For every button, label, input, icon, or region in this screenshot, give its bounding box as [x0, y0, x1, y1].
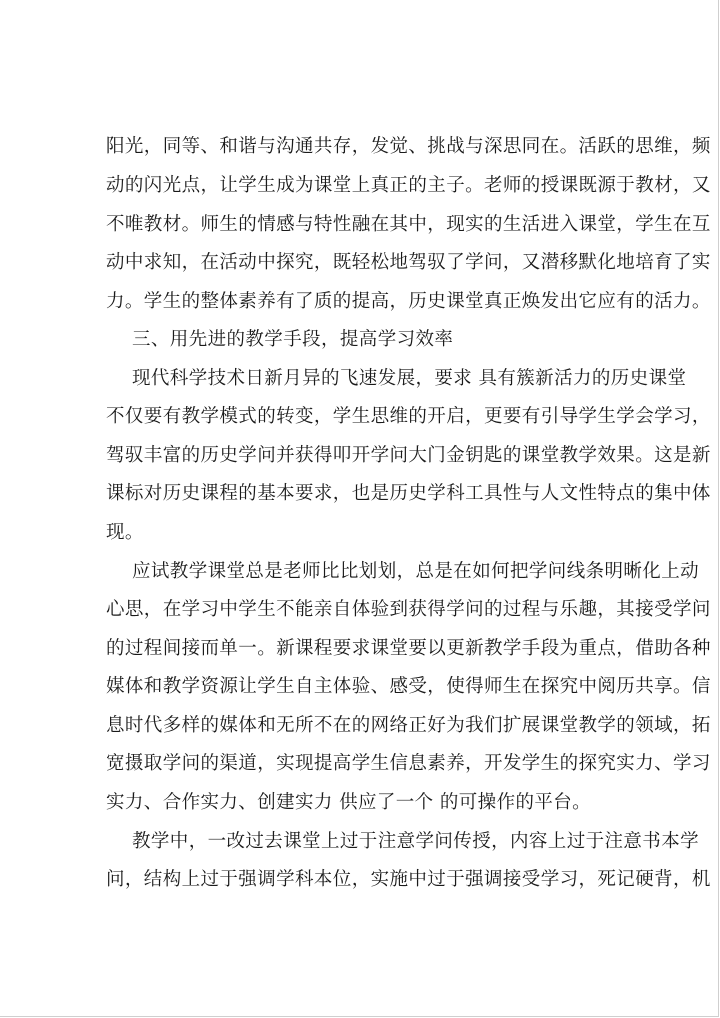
paragraph-line: 现。	[106, 522, 144, 543]
paragraph-line: 应试教学课堂总是老师比比划划，总是在如何把学问线条明晰化上动	[132, 561, 700, 582]
paragraph-line: 不仅要有教学模式的转变，学生思维的开启，更要有引导学生学会学习，	[106, 406, 711, 427]
paragraph-line: 力。学生的整体素养有了质的提高，历史课堂真正焕发出它应有的活力。	[106, 291, 711, 312]
paragraph-line: 实力、合作实力、创建实力 供应了一个 的可操作的平台。	[106, 792, 592, 813]
section-heading: 三、用先进的教学手段，提高学习效率	[132, 329, 454, 350]
paragraph-line: 不唯教材。师生的情感与特性融在其中，现实的生活进入课堂，学生在互	[106, 214, 711, 235]
paragraph-line: 教学中，一改过去课堂上过于注意学问传授，内容上过于注意书本学	[132, 831, 700, 852]
paragraph-line: 息时代多样的媒体和无所不在的网络正好为我们扩展课堂教学的领域，拓	[106, 715, 711, 736]
paragraph-line: 问，结构上过于强调学科本位，实施中过于强调接受学习，死记硬背，机	[106, 869, 711, 890]
paragraph-line: 动中求知，在活动中探究，既轻松地驾驭了学问，又潜移默化地培育了实	[106, 252, 711, 273]
paragraph-line: 媒体和教学资源让学生自主体验、感受，使得师生在探究中阅历共享。信	[106, 676, 711, 697]
paragraph-line: 心思，在学习中学生不能亲自体验到获得学问的过程与乐趣，其接受学问	[106, 599, 711, 620]
paragraph-line: 宽摄取学问的渠道，实现提高学生信息素养，开发学生的探究实力、学习	[106, 753, 711, 774]
paragraph-line: 阳光，同等、和谐与沟通共存，发觉、挑战与深思同在。活跃的思维，频	[106, 136, 711, 157]
paragraph-line: 课标对历史课程的基本要求，也是历史学科工具性与人文性特点的集中体	[106, 483, 711, 504]
paragraph-line: 驾驭丰富的历史学问并获得叩开学问大门金钥匙的课堂教学效果。这是新	[106, 445, 711, 466]
paragraph-line: 现代科学技术日新月异的飞速发展，要求 具有簇新活力的历史课堂	[132, 368, 687, 389]
paragraph-line: 的过程间接而单一。新课程要求课堂要以更新教学手段为重点，借助各种	[106, 638, 711, 659]
paragraph-line: 动的闪光点，让学生成为课堂上真正的主子。老师的授课既源于教材，又	[106, 175, 711, 196]
